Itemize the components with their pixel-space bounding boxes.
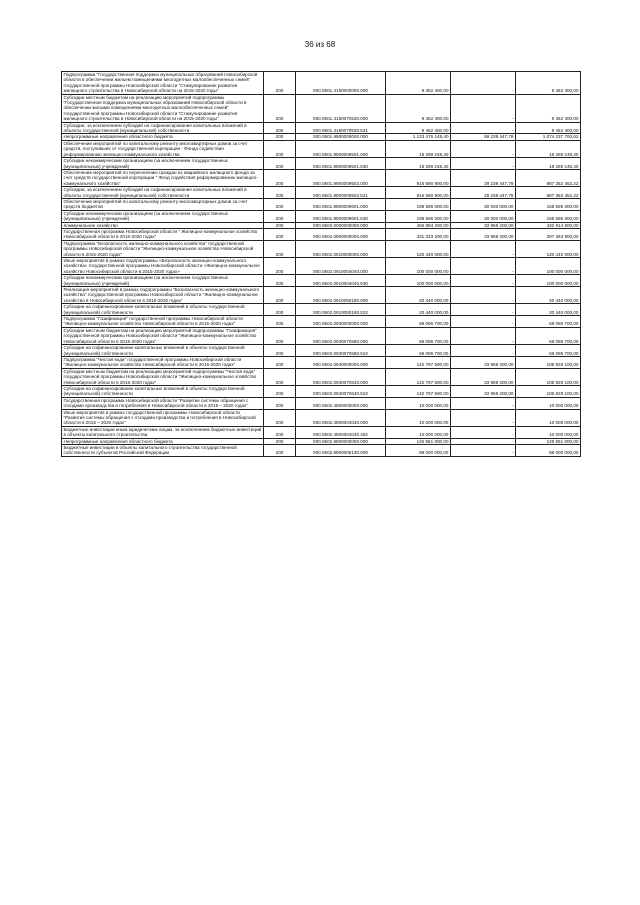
table-row	[62, 385, 581, 397]
row-amount-remaining: 68 095 700,00	[516, 316, 581, 328]
row-kv: 200	[264, 210, 296, 222]
row-name: Подпрограмма "Безопасность жилищно-коммунального хозяйства" государственной программы Новосибирской области "Жилищно-коммунальное хозяйство Новосибирской области в 2015-2020 годах"	[62, 240, 264, 257]
row-code: 000.0501.9900009502.000	[296, 169, 386, 186]
row-code: 000.0502.0910004040.000	[296, 258, 386, 275]
row-amount-executed: -	[451, 316, 516, 328]
row-code: 000.0501.9900009501.630	[296, 158, 386, 170]
row-amount-executed: -	[451, 327, 516, 344]
budget-table	[61, 71, 581, 457]
row-amount-approved: 142 797 500,00	[386, 385, 451, 397]
row-amount-approved: 20 440 000,00	[386, 304, 451, 316]
row-name: Субсидии, за исключением субсидий на софинансирование капитальных вложений в объекты государственной (муниципальной) собственности	[62, 187, 264, 199]
table-row	[62, 445, 581, 457]
row-amount-approved: 68 095 700,00	[386, 345, 451, 357]
row-amount-approved: 125 551 000,00	[386, 438, 451, 444]
row-code: 000.0502.9900000000.000	[296, 438, 386, 444]
row-code: 000.0502.0940070640.522	[296, 385, 386, 397]
row-amount-executed: 30 000 000,00	[451, 198, 516, 210]
row-kv: 200	[264, 438, 296, 444]
row-amount-approved: 466 884 200,00	[386, 222, 451, 228]
row-kv: 200	[264, 122, 296, 134]
row-amount-executed: -	[451, 304, 516, 316]
row-name: Подпрограмма "Государственная поддержка муниципальных образований Новосибирской области в обеспечении жильем помещениями многодетных малообеспеченных семей" государственной программы Новосибирской области "Стимулирование развития жилищного строительства в Новосибирской области на 2015-2020 годы"	[62, 72, 264, 95]
row-amount-remaining: 10 000 000,00	[516, 397, 581, 409]
row-kv: 200	[264, 287, 296, 304]
row-name: Государственная программа Новосибирской области " Жилищно-коммунальное хозяйство Новосибирской области в 2015-2020 годах"	[62, 228, 264, 240]
row-code: 000.0501.4150070630.521	[296, 122, 386, 134]
row-amount-remaining: 100 000 000,00	[516, 258, 581, 275]
row-code: 000.0501.9900009601.630	[296, 210, 386, 222]
row-amount-approved: 198 596 000,00	[386, 198, 451, 210]
row-name: Субсидии некоммерческим организациям (за исключением государственных (муниципальных) учреждений)	[62, 158, 264, 170]
row-code: 000.0502.0930000000.000	[296, 316, 386, 328]
row-name: Субсидии некоммерческим организациям (за исключением государственных (муниципальных) учреждений)	[62, 210, 264, 222]
row-name: Иные мероприятия в рамках государственной программы Новосибирской области "Развитие системы обращения с отходами производства и потребления в Новосибирской области в 2015 – 2020 годах"	[62, 409, 264, 426]
row-amount-approved: 9 452 400,00	[386, 72, 451, 95]
row-code: 000.0502.0930070580.000	[296, 327, 386, 344]
row-amount-executed: -	[451, 258, 516, 275]
row-amount-approved: 68 095 700,00	[386, 327, 451, 344]
row-kv: 200	[264, 94, 296, 122]
row-kv: 200	[264, 397, 296, 409]
row-code: 000.0501.4150000000.000	[296, 72, 386, 95]
row-amount-approved: 142 797 500,00	[386, 356, 451, 368]
row-name: Обеспечение мероприятий по капитальному ремонту многоквартирных домов за счет средств, поступивших от государственной корпорации - Фонда содействия реформированию жилищно-коммунального хозяйства	[62, 140, 264, 157]
row-amount-approved: 1 133 476 148,40	[386, 134, 451, 140]
row-amount-executed: -	[451, 409, 516, 426]
row-kv: 200	[264, 222, 296, 228]
row-amount-approved: 9 452 400,00	[386, 94, 451, 122]
table-row	[62, 140, 581, 157]
row-amount-approved: 10 000 000,00	[386, 426, 451, 438]
row-kv: 200	[264, 72, 296, 95]
row-amount-executed: -	[451, 140, 516, 157]
row-kv: 200	[264, 426, 296, 438]
table-row	[62, 158, 581, 170]
row-amount-executed: -	[451, 158, 516, 170]
row-amount-executed: -	[451, 445, 516, 457]
row-amount-approved: 100 000 000,00	[386, 258, 451, 275]
row-amount-remaining: 887 352 452,22	[516, 187, 581, 199]
row-code: 000.0502.0910050180.522	[296, 304, 386, 316]
table-row	[62, 316, 581, 328]
row-kv: 200	[264, 316, 296, 328]
row-amount-remaining: 9 452 400,00	[516, 72, 581, 95]
row-amount-remaining: 18 289 248,40	[516, 158, 581, 170]
table-row	[62, 198, 581, 210]
row-amount-remaining: 108 828 100,00	[516, 385, 581, 397]
row-kv: 200	[264, 368, 296, 385]
row-code: 000.0502.4800004040.452	[296, 426, 386, 438]
row-name: Обеспечение мероприятий по капитальному ремонту многоквартирных домов за счет средств бюджетов	[62, 198, 264, 210]
row-name: Обеспечение мероприятий по переселению граждан из аварийного жилищного фонда за счет средств государственной корпорации " Фонд содействия реформированию жилищно-коммунального хозяйства"	[62, 169, 264, 186]
row-amount-approved: 916 590 900,00	[386, 187, 451, 199]
row-amount-remaining: 20 440 000,00	[516, 287, 581, 304]
row-name: Субсидии на софинансирование капитальных вложений в объекты государственной (муниципальной) собственности	[62, 345, 264, 357]
row-amount-executed: 30 000 000,00	[451, 210, 516, 222]
row-amount-approved: 916 590 900,00	[386, 169, 451, 186]
table-row	[62, 356, 581, 368]
row-amount-remaining: 68 095 700,00	[516, 345, 581, 357]
row-amount-remaining: 100 000 000,00	[516, 275, 581, 287]
row-amount-approved: 20 440 000,00	[386, 287, 451, 304]
row-amount-remaining: 168 596 000,00	[516, 210, 581, 222]
table-row	[62, 275, 581, 287]
row-kv: 200	[264, 140, 296, 157]
row-amount-remaining: 68 095 700,00	[516, 327, 581, 344]
table-row	[62, 397, 581, 409]
row-amount-executed: -	[451, 287, 516, 304]
row-amount-executed: -	[451, 94, 516, 122]
row-kv: 200	[264, 445, 296, 457]
table-row	[62, 368, 581, 385]
row-kv: 200	[264, 228, 296, 240]
row-amount-approved: 10 000 000,00	[386, 409, 451, 426]
table-row	[62, 327, 581, 344]
row-name: Бюджетные инвестиции в объекты капитального строительства государственной собственности субъектов Российской Федерации	[62, 445, 264, 457]
row-kv: 200	[264, 158, 296, 170]
table-row	[62, 94, 581, 122]
table-row	[62, 169, 581, 186]
row-amount-remaining: 10 000 000,00	[516, 426, 581, 438]
row-code: 000.0502.4800004040.000	[296, 409, 386, 426]
row-amount-executed: -	[451, 122, 516, 134]
row-amount-executed: 33 969 400,00	[451, 356, 516, 368]
row-code: 000.0502.0940070640.000	[296, 368, 386, 385]
row-amount-executed: 59 238 447,78	[451, 134, 516, 140]
row-name: Бюджетные инвестиции иным юридическим лицам, за исключением бюджетных инвестиций в объекты капитального строительства	[62, 426, 264, 438]
row-code: 000.0502.9900006130.000	[296, 445, 386, 457]
row-name: Иные мероприятия в рамках подпрограммы «Безопасность жилищно-коммунального хозяйства» государственной программы Новосибирской области «Жилищно-коммунальное хозяйство Новосибирской области в 2015-2020 годах»	[62, 258, 264, 275]
row-code: 000.0502.0940000000.000	[296, 356, 386, 368]
row-code: 000.0501.9900000000.000	[296, 134, 386, 140]
row-code: 000.0502.0930070580.522	[296, 345, 386, 357]
row-amount-executed: 33 969 400,00	[451, 368, 516, 385]
row-name: Субсидии некоммерческим организациям (за исключением государственных (муниципальных) учреждений)	[62, 275, 264, 287]
row-amount-executed: 29 238 447,78	[451, 187, 516, 199]
row-amount-remaining: 18 289 248,40	[516, 140, 581, 157]
row-amount-executed: -	[451, 275, 516, 287]
row-code: 000.0502.4800000000.000	[296, 397, 386, 409]
table-row	[62, 240, 581, 257]
table-row	[62, 258, 581, 275]
table-row	[62, 122, 581, 134]
row-code: 000.0501.9900009502.521	[296, 187, 386, 199]
row-name: Субсидии на софинансирование капитальных вложений в объекты государственной (муниципальной) собственности	[62, 385, 264, 397]
row-kv: 200	[264, 187, 296, 199]
row-code: 000.0501.4150070630.000	[296, 94, 386, 122]
table-row	[62, 409, 581, 426]
row-amount-remaining: 20 440 000,00	[516, 304, 581, 316]
row-code: 000.0502.0910050180.000	[296, 287, 386, 304]
row-name: Непрограммные направления областного бюджета	[62, 134, 264, 140]
row-code: 000.0502.0910004040.630	[296, 275, 386, 287]
row-amount-executed: -	[451, 240, 516, 257]
row-amount-remaining: 1 074 237 700,62	[516, 134, 581, 140]
row-name: Субсидии на софинансирование капитальных вложений в объекты государственной (муниципальной) собственности	[62, 304, 264, 316]
table-row	[62, 304, 581, 316]
row-code: 000.0502.0900000000.000	[296, 228, 386, 240]
row-amount-executed: -	[451, 345, 516, 357]
row-kv: 200	[264, 134, 296, 140]
row-amount-remaining: 10 000 000,00	[516, 409, 581, 426]
row-kv: 200	[264, 240, 296, 257]
row-code: 000.0502.0000000000.000	[296, 222, 386, 228]
row-amount-remaining: 9 452 400,00	[516, 94, 581, 122]
row-amount-executed: 33 969 400,00	[451, 385, 516, 397]
row-amount-remaining: 887 352 452,22	[516, 169, 581, 186]
row-name: Реализация мероприятий в рамках подпрограммы "Безопасность жилищно-коммунального хозяйства" государственной программы Новосибирской области "Жилищно-коммунальное хозяйство в Новосибирской области в 2015-2020 годах"	[62, 287, 264, 304]
row-amount-executed: 33 969 400,00	[451, 222, 516, 228]
row-name: Субсидии местным бюджетам на реализацию мероприятий подпрограммы "Чистая вода" государственной программы Новосибирской области "Жилищно-коммунальное хозяйство Новосибирской области в 2015-2020 годах"	[62, 368, 264, 385]
row-amount-approved: 9 452 400,00	[386, 122, 451, 134]
row-name: Субсидии местным бюджетам на реализацию мероприятий подпрограммы "Государственная поддержка муниципальных образований Новосибирской области в обеспечении жилыми помещениями многодетных малообеспеченных семей" государственной программы Новосибирской области "Стимулирование развития жилищного строительства в Новосибирской области на 2015-2020 годы"	[62, 94, 264, 122]
row-amount-remaining: 120 440 000,00	[516, 240, 581, 257]
row-amount-approved: 68 095 700,00	[386, 316, 451, 328]
row-amount-approved: 120 440 000,00	[386, 240, 451, 257]
row-amount-remaining: 88 000 000,00	[516, 445, 581, 457]
row-amount-remaining: 297 363 800,00	[516, 228, 581, 240]
row-kv: 200	[264, 304, 296, 316]
row-amount-executed: -	[451, 426, 516, 438]
table-row	[62, 210, 581, 222]
table-row	[62, 345, 581, 357]
row-code: 000.0501.9900009601.000	[296, 198, 386, 210]
row-amount-executed: 29 238 447,78	[451, 169, 516, 186]
row-kv: 200	[264, 258, 296, 275]
row-code: 000.0502.0910000000.000	[296, 240, 386, 257]
row-amount-executed: -	[451, 397, 516, 409]
row-kv: 200	[264, 409, 296, 426]
table-row	[62, 72, 581, 95]
table-row	[62, 134, 581, 140]
row-amount-remaining: 9 452 400,00	[516, 122, 581, 134]
table-row	[62, 287, 581, 304]
row-amount-approved: 100 000 000,00	[386, 275, 451, 287]
row-name: Подпрограмма "Газификация" государственной программы Новосибирской области "Жилищно-коммунальное хозяйство Новосибирской области в 2015-2020 годах"	[62, 316, 264, 328]
table-row	[62, 187, 581, 199]
row-name: Субсидии, за исключением субсидий на софинансирование капитальных вложений в объекты государственной (муниципальной) собственности	[62, 122, 264, 134]
row-amount-approved: 10 000 000,00	[386, 397, 451, 409]
row-kv: 200	[264, 356, 296, 368]
table-row	[62, 426, 581, 438]
row-kv: 200	[264, 275, 296, 287]
row-code: 000.0501.9900009501.000	[296, 140, 386, 157]
row-kv: 200	[264, 345, 296, 357]
row-amount-remaining: 432 914 800,00	[516, 222, 581, 228]
row-name: Подпрограмма "Чистая вода" государственной программы Новосибирской области "Жилищно-коммунальное хозяйство Новосибирской области в 2015-2020 годах"	[62, 356, 264, 368]
row-amount-approved: 142 797 500,00	[386, 368, 451, 385]
row-amount-remaining: 168 596 000,00	[516, 198, 581, 210]
row-amount-executed: -	[451, 438, 516, 444]
row-amount-remaining: 125 551 000,00	[516, 438, 581, 444]
table-row	[62, 228, 581, 240]
row-kv: 200	[264, 385, 296, 397]
row-amount-approved: 18 289 248,40	[386, 158, 451, 170]
row-name: Государственная программа Новосибирской области "Развитие системы обращения с отходами производства и потребления в Новосибирской области в 2015 – 2020 годах"	[62, 397, 264, 409]
row-kv: 200	[264, 169, 296, 186]
row-amount-executed: -	[451, 72, 516, 95]
row-name: Непрограммные направления областного бюджета	[62, 438, 264, 444]
row-kv: 200	[264, 198, 296, 210]
page-number: 36 из 68	[304, 40, 336, 49]
row-amount-approved: 331 333 200,00	[386, 228, 451, 240]
row-amount-approved: 198 596 000,00	[386, 210, 451, 222]
row-kv: 200	[264, 327, 296, 344]
row-name: Коммунальное хозяйство	[62, 222, 264, 228]
budget-table-body	[62, 72, 581, 457]
row-amount-approved: 88 000 000,00	[386, 445, 451, 457]
row-amount-remaining: 108 828 100,00	[516, 356, 581, 368]
row-name: Субсидии местным бюджетам на реализацию мероприятий подпрограммы "Газификация" государственной программы Новосибирской области "Жилищно-коммунальное хозяйство Новосибирской области в 2015-2020 годах"	[62, 327, 264, 344]
row-amount-remaining: 108 828 100,00	[516, 368, 581, 385]
row-amount-executed: 33 969 400,00	[451, 228, 516, 240]
row-amount-approved: 18 289 248,40	[386, 140, 451, 157]
